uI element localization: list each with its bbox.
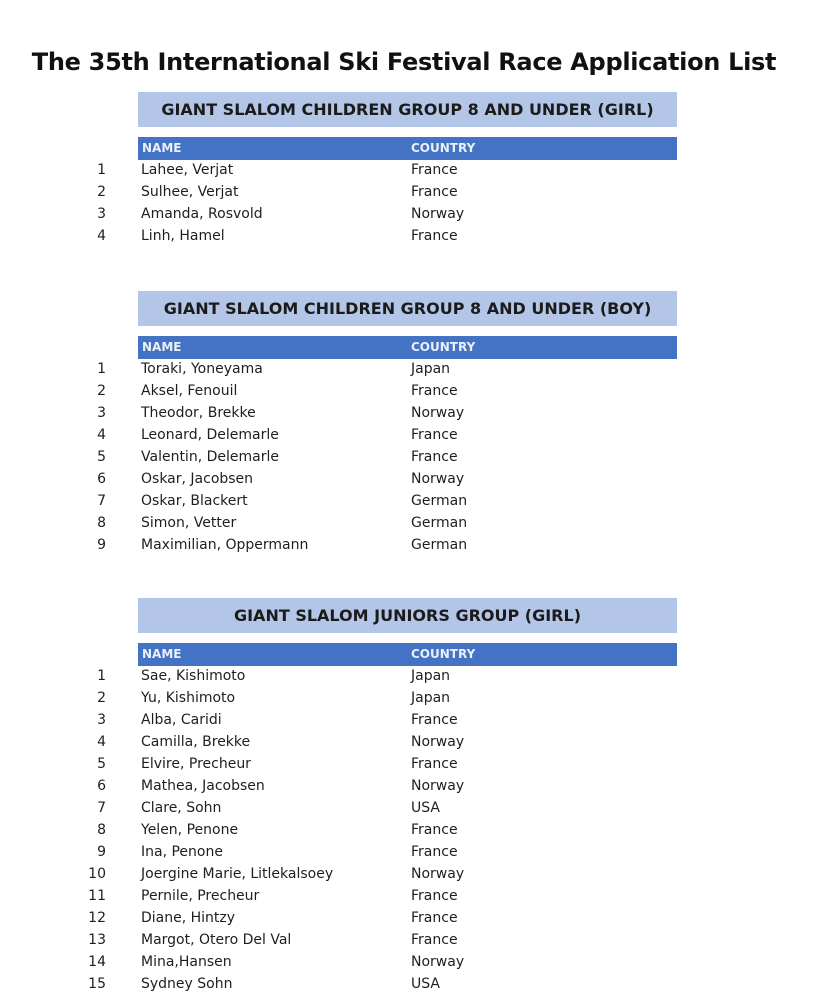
row-number: 4: [97, 734, 106, 750]
athlete-country: France: [411, 932, 458, 948]
athlete-name: Linh, Hamel: [141, 228, 225, 244]
table-row: [0, 974, 820, 996]
row-number: 10: [88, 866, 106, 882]
athlete-country: Norway: [411, 206, 465, 222]
athlete-country: German: [411, 515, 468, 531]
athlete-name: Sulhee, Verjat: [141, 184, 239, 200]
table-row: [0, 842, 820, 864]
row-number: 8: [97, 515, 106, 531]
row-number: 5: [97, 756, 106, 772]
column-header: [138, 643, 677, 666]
column-header-country: COUNTRY: [411, 647, 476, 661]
athlete-country: Norway: [411, 778, 465, 794]
athlete-country: France: [411, 383, 458, 399]
column-header: [138, 336, 677, 359]
row-number: 1: [97, 162, 106, 178]
athlete-country: Norway: [411, 866, 465, 882]
athlete-name: Ina, Penone: [141, 844, 223, 860]
row-number: 6: [97, 471, 106, 487]
table-row: [0, 908, 820, 930]
athlete-country: Japan: [411, 668, 451, 684]
row-number: 11: [88, 888, 106, 904]
section-title: GIANT SLALOM JUNIORS GROUP (GIRL): [138, 598, 677, 633]
row-number: 3: [97, 206, 106, 222]
entry-list: [0, 160, 820, 248]
row-number: 4: [97, 427, 106, 443]
athlete-country: Norway: [411, 405, 465, 421]
row-number: 8: [97, 822, 106, 838]
athlete-country: France: [411, 427, 458, 443]
athlete-country: Japan: [411, 361, 451, 377]
column-header-name: NAME: [142, 647, 182, 661]
row-number: 1: [97, 668, 106, 684]
table-row: [0, 403, 820, 425]
table-row: [0, 820, 820, 842]
table-row: [0, 952, 820, 974]
athlete-country: USA: [411, 800, 440, 816]
athlete-name: Mathea, Jacobsen: [141, 778, 265, 794]
table-row: [0, 688, 820, 710]
athlete-name: Margot, Otero Del Val: [141, 932, 292, 948]
athlete-country: France: [411, 228, 458, 244]
athlete-name: Oskar, Jacobsen: [141, 471, 254, 487]
table-row: [0, 204, 820, 226]
athlete-name: Alba, Caridi: [141, 712, 222, 728]
athlete-country: France: [411, 822, 458, 838]
table-row: [0, 160, 820, 182]
table-row: [0, 469, 820, 491]
athlete-country: France: [411, 888, 458, 904]
row-number: 1: [97, 361, 106, 377]
row-number: 2: [97, 184, 106, 200]
athlete-country: France: [411, 184, 458, 200]
athlete-country: France: [411, 449, 458, 465]
athlete-country: France: [411, 844, 458, 860]
table-row: [0, 864, 820, 886]
table-row: [0, 798, 820, 820]
athlete-name: Yelen, Penone: [141, 822, 239, 838]
row-number: 3: [97, 405, 106, 421]
row-number: 9: [97, 537, 106, 553]
athlete-name: Lahee, Verjat: [141, 162, 234, 178]
row-number: 15: [88, 976, 106, 992]
table-row: [0, 491, 820, 513]
row-number: 13: [88, 932, 106, 948]
column-header-country: COUNTRY: [411, 340, 476, 354]
athlete-name: Theodor, Brekke: [141, 405, 256, 421]
table-row: [0, 359, 820, 381]
table-row: [0, 754, 820, 776]
table-row: [0, 381, 820, 403]
athlete-country: France: [411, 162, 458, 178]
athlete-country: German: [411, 537, 468, 553]
athlete-country: France: [411, 756, 458, 772]
athlete-name: Pernile, Precheur: [141, 888, 260, 904]
table-row: [0, 425, 820, 447]
table-row: [0, 732, 820, 754]
section-title: GIANT SLALOM CHILDREN GROUP 8 AND UNDER (BOY): [138, 291, 677, 326]
athlete-name: Diane, Hintzy: [141, 910, 236, 926]
athlete-name: Leonard, Delemarle: [141, 427, 279, 443]
athlete-country: German: [411, 493, 468, 509]
table-row: [0, 447, 820, 469]
table-row: [0, 182, 820, 204]
athlete-name: Toraki, Yoneyama: [141, 361, 263, 377]
athlete-name: Valentin, Delemarle: [141, 449, 279, 465]
athlete-name: Amanda, Rosvold: [141, 206, 263, 222]
row-number: 3: [97, 712, 106, 728]
row-number: 12: [88, 910, 106, 926]
table-row: [0, 710, 820, 732]
athlete-country: France: [411, 910, 458, 926]
athlete-name: Mina,Hansen: [141, 954, 232, 970]
entry-list: [0, 359, 820, 557]
row-number: 14: [88, 954, 106, 970]
column-header-country: COUNTRY: [411, 141, 476, 155]
athlete-name: Sae, Kishimoto: [141, 668, 246, 684]
row-number: 7: [97, 493, 106, 509]
table-row: [0, 226, 820, 248]
athlete-country: Norway: [411, 954, 465, 970]
athlete-name: Sydney Sohn: [141, 976, 233, 992]
athlete-name: Simon, Vetter: [141, 515, 237, 531]
row-number: 4: [97, 228, 106, 244]
athlete-name: Elvire, Precheur: [141, 756, 251, 772]
table-row: [0, 535, 820, 557]
athlete-name: Maximilian, Oppermann: [141, 537, 309, 553]
row-number: 5: [97, 449, 106, 465]
table-row: [0, 886, 820, 908]
row-number: 2: [97, 383, 106, 399]
page-title: The 35th International Ski Festival Race Application List: [31, 48, 777, 77]
row-number: 6: [97, 778, 106, 794]
section-title: GIANT SLALOM CHILDREN GROUP 8 AND UNDER (GIRL): [138, 92, 677, 127]
table-row: [0, 666, 820, 688]
athlete-country: USA: [411, 976, 440, 992]
row-number: 9: [97, 844, 106, 860]
athlete-country: Japan: [411, 690, 451, 706]
athlete-name: Aksel, Fenouil: [141, 383, 238, 399]
athlete-name: Camilla, Brekke: [141, 734, 251, 750]
athlete-country: Norway: [411, 734, 465, 750]
athlete-name: Oskar, Blackert: [141, 493, 248, 509]
row-number: 2: [97, 690, 106, 706]
entry-list: [0, 666, 820, 996]
column-header-name: NAME: [142, 141, 182, 155]
athlete-name: Yu, Kishimoto: [141, 690, 236, 706]
table-row: [0, 930, 820, 952]
athlete-name: Clare, Sohn: [141, 800, 222, 816]
table-row: [0, 513, 820, 535]
athlete-country: France: [411, 712, 458, 728]
table-row: [0, 776, 820, 798]
row-number: 7: [97, 800, 106, 816]
column-header: [138, 137, 677, 160]
column-header-name: NAME: [142, 340, 182, 354]
athlete-name: Joergine Marie, Litlekalsoey: [141, 866, 334, 882]
athlete-country: Norway: [411, 471, 465, 487]
